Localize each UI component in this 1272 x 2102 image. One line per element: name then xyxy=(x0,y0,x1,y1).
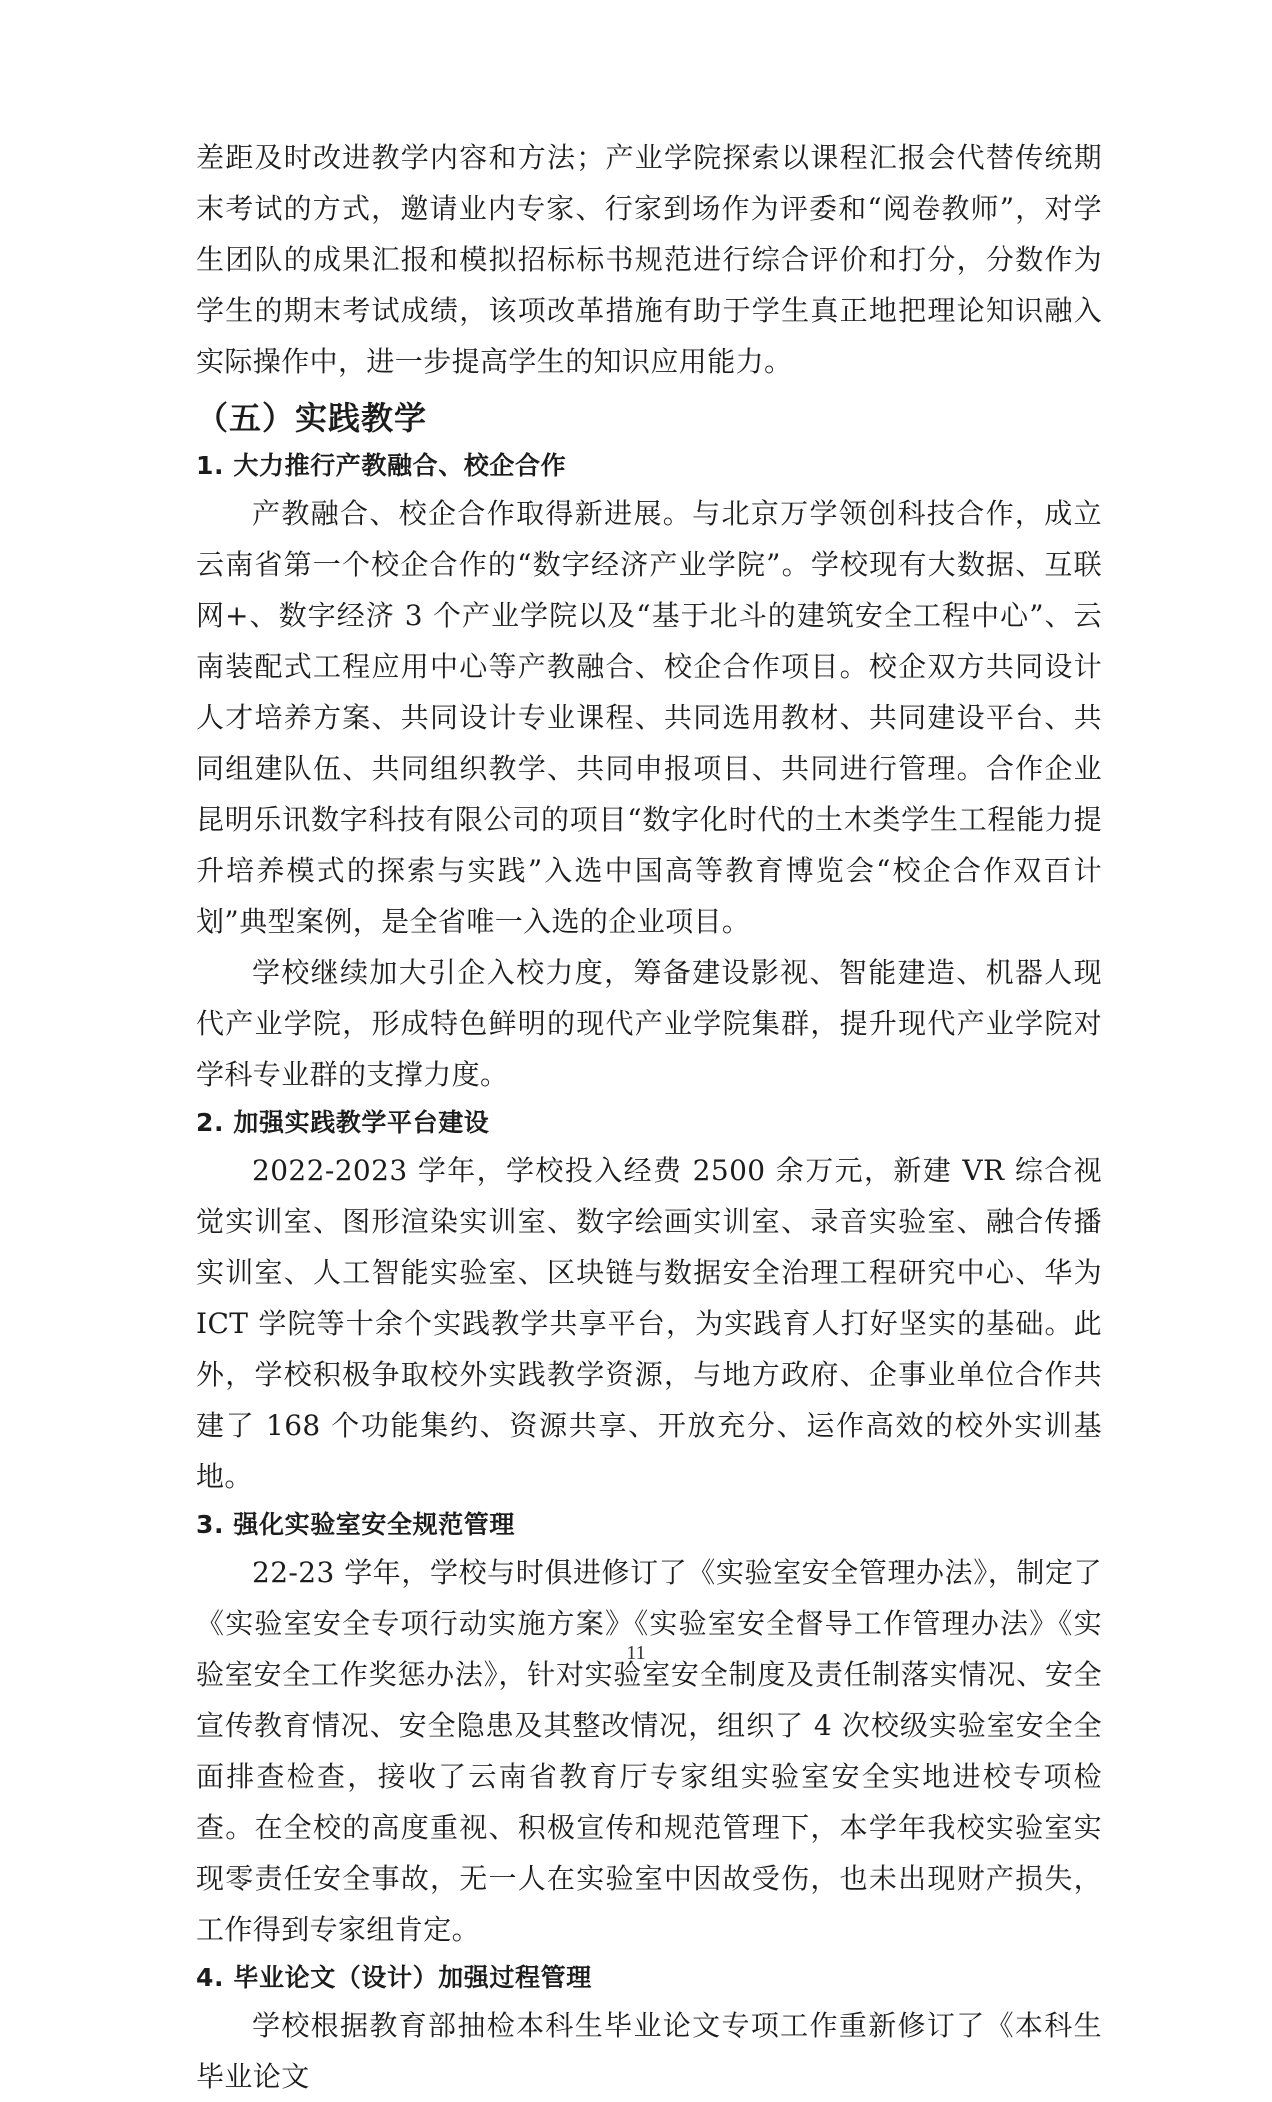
paragraph-practice-platform: 2022-2023 学年，学校投入经费 2500 余万元，新建 VR 综合视觉实训室、图形渲染实训室、数字绘画实训室、录音实验室、融合传播实训室、人工智能实验室、区块链与数据安全治理工程研究中心、华为 ICT 学院等十余个实践教学共享平台，为实践育人打好坚实的基础。此外，学校积极争取校外实践教学资源，与地方政府、企事业单位合作共建了 168 个功能集约、资源共享、开放充分、运作高效的校外实训基地。 xyxy=(196,1154,1102,1493)
document-page xyxy=(196,132,1102,2102)
paragraph-industry-education: 产教融合、校企合作取得新进展。与北京万学领创科技合作，成立云南省第一个校企合作的“数字经济产业学院”。学校现有大数据、互联网+、数字经济 3 个产业学院以及“基于北斗的建筑安全工程中心”、云南装配式工程应用中心等产教融合、校企合作项目。校企双方共同设计人才培养方案、共同设计专业课程、共同选用教材、共同建设平台、共同组建队伍、共同组织教学、共同申报项目、共同进行管理。合作企业昆明乐讯数字科技有限公司的项目“数字化时代的土木类学生工程能力提升培养模式的探索与实践”入选中国高等教育博览会“校企合作双百计划”典型案例，是全省唯一入选的企业项目。 xyxy=(196,497,1102,938)
subheading-industry-education: 1. 大力推行产教融合、校企合作 xyxy=(196,451,567,480)
subheading-lab-safety: 3. 强化实验室安全规范管理 xyxy=(196,1510,515,1539)
subheading-thesis-management: 4. 毕业论文（设计）加强过程管理 xyxy=(196,1963,592,1992)
paragraph-industry-colleges: 学校继续加大引企入校力度，筹备建设影视、智能建造、机器人现代产业学院，形成特色鲜明的现代产业学院集群，提升现代产业学院对学科专业群的支撑力度。 xyxy=(196,956,1102,1091)
subheading-practice-platform: 2. 加强实践教学平台建设 xyxy=(196,1108,490,1137)
page-number: 11 xyxy=(626,1642,646,1664)
paragraph-continued: 差距及时改进教学内容和方法；产业学院探索以课程汇报会代替传统期末考试的方式，邀请业内专家、行家到场作为评委和“阅卷教师”，对学生团队的成果汇报和模拟招标标书规范进行综合评价和打分，分数作为学生的期末考试成绩，该项改革措施有助于学生真正地把理论知识融入实际操作中，进一步提高学生的知识应用能力。 xyxy=(196,141,1102,378)
paragraph-lab-safety: 22-23 学年，学校与时俱进修订了《实验室安全管理办法》，制定了《实验室安全专项行动实施方案》《实验室安全督导工作管理办法》《实验室安全工作奖惩办法》，针对实验室安全制度及责任制落实情况、安全宣传教育情况、安全隐患及其整改情况，组织了 4 次校级实验室安全全面排查检查，接收了云南省教育厅专家组实验室安全实地进校专项检查。在全校的高度重视、积极宣传和规范管理下，本学年我校实验室实现零责任安全事故，无一人在实验室中因故受伤，也未出现财产损失，工作得到专家组肯定。 xyxy=(196,1556,1102,1946)
paragraph-thesis-management: 学校根据教育部抽检本科生毕业论文专项工作重新修订了《本科生毕业论文 xyxy=(196,2009,1102,2093)
section-heading-practice-teaching: （五）实践教学 xyxy=(196,399,428,437)
